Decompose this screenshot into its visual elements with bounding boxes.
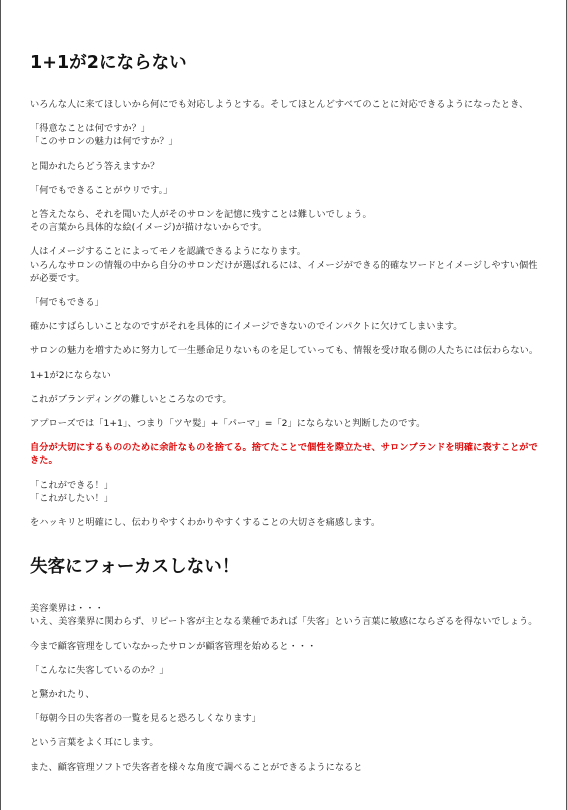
quote-line: 「これができる！」 <box>30 479 114 491</box>
paragraph: サロンの魅力を増すために努力して一生懸命足りないものを足していっても、情報を受け取る側の人たちには伝わらない。 <box>30 345 539 357</box>
quote-line: 「こんなに失客しているのか？」 <box>30 664 169 676</box>
section-1-heading: 1+1が2にならない <box>30 53 187 73</box>
paragraph: 今まで顧客管理をしていなかったサロンが顧客管理を始めると・・・ <box>30 640 317 652</box>
paragraph: と聞かれたらどう答えますか？ <box>30 160 160 172</box>
paragraph: 確かにすばらしいことなのですがそれを具体的にイメージできないのでインパクトに欠けてしまいます。 <box>30 321 463 333</box>
quote-line: 「毎朝今日の失客者の一覧を見ると恐ろしくなります」 <box>30 713 261 725</box>
paragraph: をハッキリと明確にし、伝わりやすくわかりやすくすることの大切さを痛感します。 <box>30 517 381 529</box>
paragraph: いろんなサロンの情報の中から自分のサロンだけが選ばれるには、イメージができる的確なワードとイメージしやすい個性が必要です。 <box>30 259 538 284</box>
paragraph: これがブランディングの難しいところなのです。 <box>30 393 232 405</box>
paragraph: と驚かれたり、 <box>30 689 95 701</box>
paragraph: いえ、美容業界に関わらず、リピート客が主となる業種であれば「失客」という言葉に敏感にならざるを得ないでしょう。 <box>30 616 538 628</box>
paragraph: その言葉から具体的な絵(イメージ)が描けないからです。 <box>30 222 268 234</box>
quote-line: 「得意なことは何ですか？」 <box>30 123 151 135</box>
paragraph: いろんな人に来てほしいから何にでも対応しようとする。そしてほとんどすべてのことに対応できるようになったとき、 <box>30 99 529 110</box>
highlight-statement: 自分が大切にするもののために余計なものを捨てる。捨てたことで個性を際立たせ、サロンブランドを明確に表すことができた。 <box>30 442 538 467</box>
quote-line: 「何でもできる」 <box>30 297 104 309</box>
paragraph: 1+1が2にならない <box>30 369 111 381</box>
quote-line: 「このサロンの魅力は何ですか？」 <box>30 136 178 148</box>
paragraph: という言葉をよく耳にします。 <box>30 737 159 749</box>
paragraph: アプローズでは「1+1」、つまり「ツヤ髪」+「パーマ」=「2」にならないと判断したのです。 <box>30 418 426 430</box>
quote-line: 「何でもできることがウリです。」 <box>30 184 173 196</box>
section-2-heading: 失客にフォーカスしない！ <box>30 557 240 578</box>
paragraph: 美容業界は・・・ <box>30 603 104 615</box>
paragraph: と答えたなら、それを聞いた人がそのサロンを記憶に残すことは難しいでしょう。 <box>30 209 372 221</box>
document-page <box>30 52 545 774</box>
paragraph: 人はイメージすることによってモノを認識できるようになります。 <box>30 246 307 258</box>
page-border-left <box>0 0 1 810</box>
paragraph: また、顧客管理ソフトで失客者を様々な角度で調べることができるようになると <box>30 761 363 773</box>
quote-line: 「これがしたい！」 <box>30 492 114 504</box>
